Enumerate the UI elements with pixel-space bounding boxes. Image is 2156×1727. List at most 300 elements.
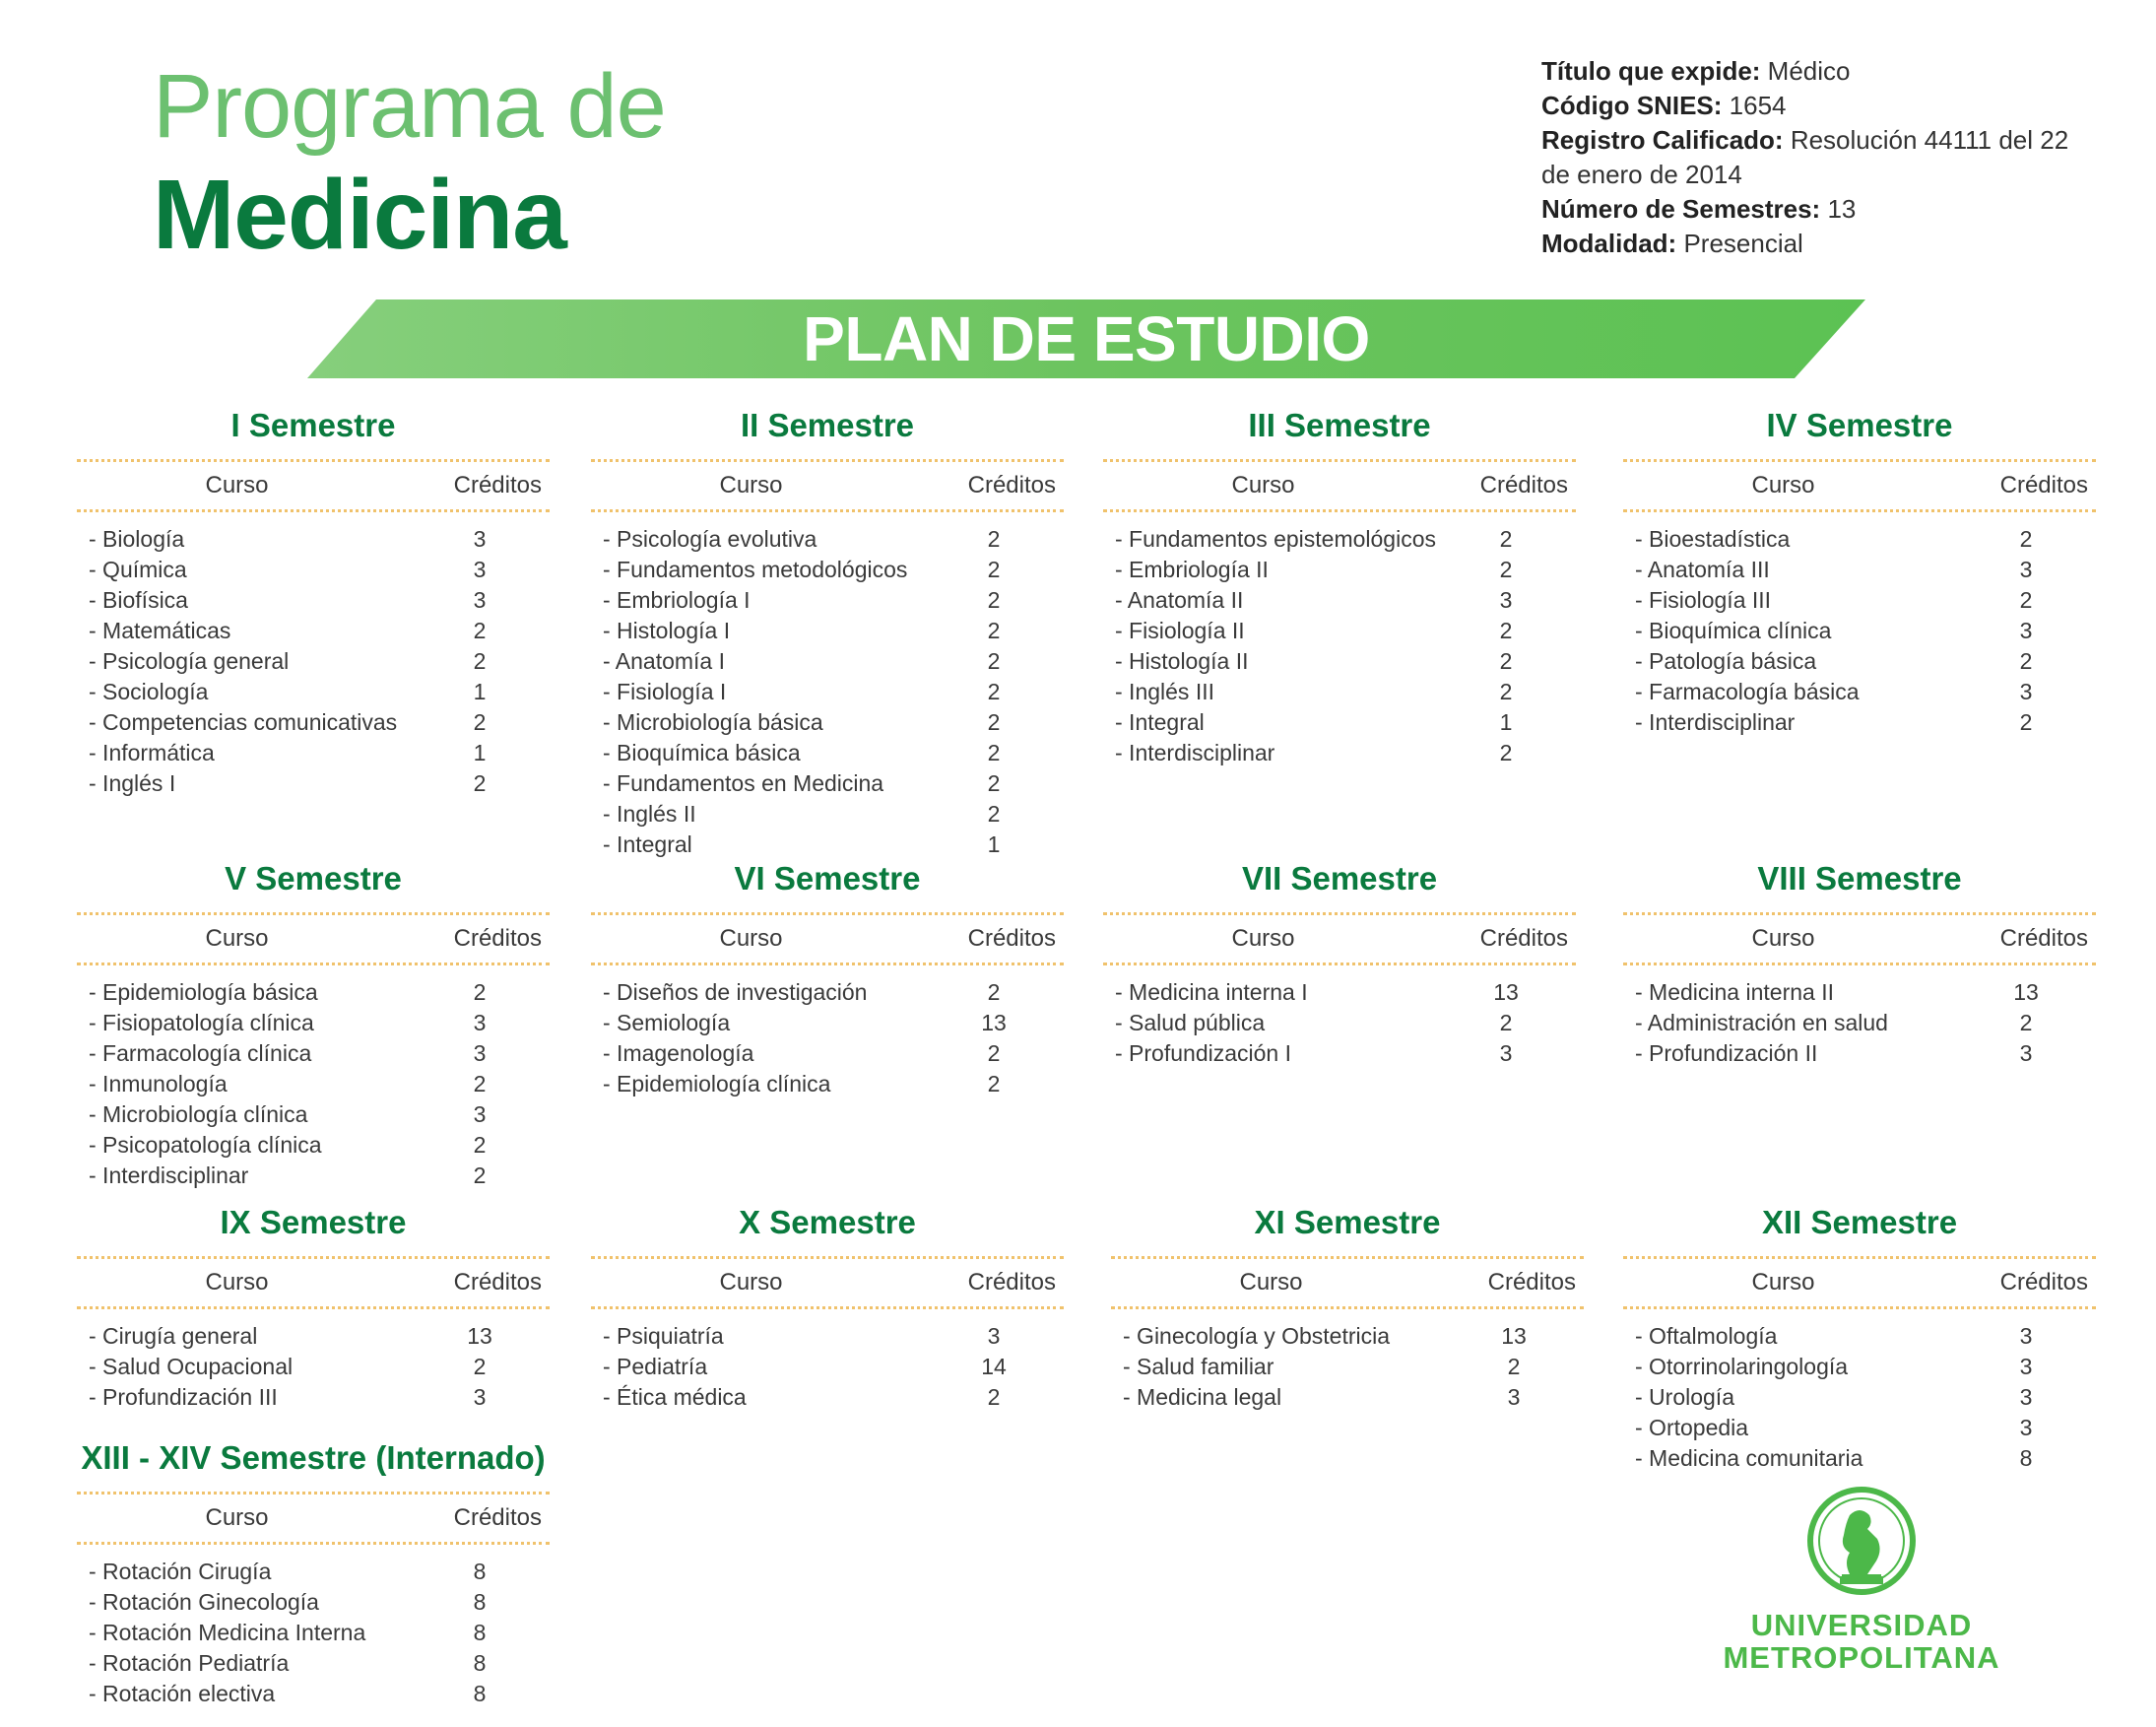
- course-credits: 3: [2019, 1354, 2033, 1379]
- course-row: [591, 977, 1064, 1008]
- semester-block: [1623, 1201, 2096, 1474]
- course-name: - Rotación Pediatría: [89, 1650, 290, 1676]
- column-header-course: Curso: [205, 925, 269, 952]
- course-list: [1111, 1321, 1584, 1413]
- program-title-line1: Programa de: [153, 56, 666, 157]
- column-header-course: Curso: [1231, 472, 1295, 498]
- semester-title: III Semestre: [1248, 407, 1431, 443]
- course-credits: 2: [1507, 1354, 1521, 1379]
- course-row: [1623, 616, 2096, 646]
- semester-block: [1111, 1201, 1584, 1413]
- course-row: [1103, 616, 1576, 646]
- course-name: - Cirugía general: [89, 1323, 258, 1349]
- course-credits: 2: [473, 648, 487, 674]
- semester-title: II Semestre: [740, 407, 915, 443]
- column-header-course: Curso: [1751, 925, 1815, 952]
- course-credits: 8: [473, 1589, 487, 1615]
- semester-block: [1103, 404, 1576, 768]
- course-row: [1103, 555, 1576, 585]
- course-row: [77, 1648, 550, 1679]
- course-name: - Farmacología básica: [1635, 679, 1860, 704]
- column-header-course: Curso: [1239, 1269, 1303, 1295]
- semester-block: [1103, 857, 1576, 1069]
- course-credits: 2: [1499, 526, 1513, 552]
- course-name: - Pediatría: [603, 1354, 708, 1379]
- course-name: - Fundamentos epistemológicos: [1115, 526, 1436, 552]
- course-row: [1103, 738, 1576, 768]
- course-row: [77, 977, 550, 1008]
- course-row: [591, 1038, 1064, 1069]
- plan-banner: [307, 299, 1865, 378]
- semester-title: XI Semestre: [1254, 1204, 1441, 1240]
- column-header-course: Curso: [1751, 1269, 1815, 1295]
- course-row: [77, 616, 550, 646]
- semester-title: VI Semestre: [734, 860, 921, 897]
- course-name: - Inmunología: [89, 1071, 228, 1096]
- column-header-course: Curso: [1231, 925, 1295, 952]
- semester-block: [591, 404, 1064, 860]
- course-name: - Profundización I: [1115, 1040, 1291, 1066]
- course-name: - Bioquímica clínica: [1635, 618, 1832, 643]
- course-list: [591, 1321, 1064, 1413]
- course-credits: 2: [987, 770, 1001, 796]
- course-credits: 3: [473, 557, 487, 582]
- course-row: [77, 1069, 550, 1099]
- column-header: [77, 1495, 550, 1542]
- column-header: [1623, 462, 2096, 509]
- course-name: - Fundamentos en Medicina: [603, 770, 884, 796]
- course-name: - Embriología I: [603, 587, 751, 613]
- course-name: - Integral: [603, 831, 692, 857]
- course-row: [1623, 585, 2096, 616]
- course-credits: 13: [1493, 979, 1519, 1005]
- course-row: [1623, 707, 2096, 738]
- course-name: - Fisiología II: [1115, 618, 1245, 643]
- column-header: [591, 462, 1064, 509]
- semester-title: I Semestre: [230, 407, 396, 443]
- column-header: [1623, 915, 2096, 963]
- column-header-course: Curso: [719, 925, 783, 952]
- course-name: - Biología: [89, 526, 185, 552]
- course-name: - Rotación Ginecología: [89, 1589, 319, 1615]
- course-credits: 2: [473, 1162, 487, 1188]
- course-credits: 3: [2019, 557, 2033, 582]
- course-row: [591, 1321, 1064, 1352]
- course-credits: 3: [1499, 1040, 1513, 1066]
- course-row: [77, 1352, 550, 1382]
- course-credits: 2: [987, 740, 1001, 765]
- course-name: - Salud Ocupacional: [89, 1354, 294, 1379]
- course-credits: 1: [473, 740, 487, 765]
- course-name: - Histología I: [603, 618, 731, 643]
- course-credits: 2: [2019, 1010, 2033, 1035]
- course-row: [591, 1352, 1064, 1382]
- course-credits: 2: [987, 648, 1001, 674]
- course-row: [1623, 1382, 2096, 1413]
- course-credits: 2: [473, 1354, 487, 1379]
- dotted-divider: [1103, 963, 1576, 965]
- course-credits: 3: [2019, 1323, 2033, 1349]
- course-credits: 2: [987, 709, 1001, 735]
- course-name: - Profundización III: [89, 1384, 278, 1410]
- program-title-line2: Medicina: [153, 160, 566, 270]
- course-credits: 3: [473, 1101, 487, 1127]
- course-credits: 2: [1499, 618, 1513, 643]
- column-header-credits: Créditos: [1999, 1269, 2088, 1295]
- course-credits: 8: [473, 1620, 487, 1645]
- course-row: [77, 1618, 550, 1648]
- semester-title: IV Semestre: [1766, 407, 1953, 443]
- course-row: [77, 1130, 550, 1161]
- course-credits: 1: [1499, 709, 1513, 735]
- course-row: [591, 616, 1064, 646]
- banner-title: PLAN DE ESTUDIO: [803, 303, 1370, 374]
- course-credits: 3: [987, 1323, 1001, 1349]
- column-header-credits: Créditos: [1999, 472, 2088, 498]
- column-header-credits: Créditos: [967, 1269, 1056, 1295]
- course-credits: 2: [2019, 587, 2033, 613]
- course-row: [77, 707, 550, 738]
- course-credits: 2: [2019, 709, 2033, 735]
- course-credits: 3: [473, 526, 487, 552]
- course-list: [1103, 977, 1576, 1069]
- course-credits: 8: [2019, 1445, 2033, 1471]
- course-name: - Anatomía III: [1635, 557, 1770, 582]
- column-header-credits: Créditos: [967, 925, 1056, 952]
- course-row: [77, 585, 550, 616]
- course-row: [591, 768, 1064, 799]
- course-name: - Otorrinolaringología: [1635, 1354, 1849, 1379]
- column-header-course: Curso: [719, 1269, 783, 1295]
- course-credits: 2: [987, 526, 1001, 552]
- course-name: - Rotación Cirugía: [89, 1559, 272, 1584]
- course-credits: 2: [473, 709, 487, 735]
- dotted-divider: [77, 963, 550, 965]
- semester-title: XIII - XIV Semestre (Internado): [81, 1439, 546, 1476]
- course-credits: 2: [987, 979, 1001, 1005]
- course-list: [1623, 977, 2096, 1069]
- course-credits: 2: [987, 618, 1001, 643]
- course-credits: 2: [987, 679, 1001, 704]
- column-header-credits: Créditos: [1479, 472, 1568, 498]
- semester-block: [77, 404, 550, 799]
- course-row: [591, 799, 1064, 830]
- course-row: [591, 1008, 1064, 1038]
- course-credits: 2: [473, 618, 487, 643]
- course-row: [77, 768, 550, 799]
- course-name: - Salud pública: [1115, 1010, 1266, 1035]
- course-row: [1623, 1413, 2096, 1443]
- course-list: [1623, 1321, 2096, 1474]
- course-row: [77, 1679, 550, 1709]
- course-name: - Informática: [89, 740, 215, 765]
- course-row: [1103, 646, 1576, 677]
- course-row: [1103, 677, 1576, 707]
- course-row: [1103, 1008, 1576, 1038]
- dotted-divider: [591, 1306, 1064, 1309]
- course-name: - Biofísica: [89, 587, 188, 613]
- course-credits: 8: [473, 1650, 487, 1676]
- semester-title: V Semestre: [225, 860, 402, 897]
- course-row: [1103, 585, 1576, 616]
- column-header-credits: Créditos: [453, 1269, 542, 1295]
- course-row: [1623, 524, 2096, 555]
- course-name: - Anatomía I: [603, 648, 726, 674]
- course-name: - Sociología: [89, 679, 209, 704]
- semester-title: X Semestre: [739, 1204, 916, 1240]
- course-row: [77, 1008, 550, 1038]
- course-row: [1623, 555, 2096, 585]
- course-name: - Administración en salud: [1635, 1010, 1888, 1035]
- dotted-divider: [77, 509, 550, 512]
- course-name: - Fisiopatología clínica: [89, 1010, 314, 1035]
- course-name: - Competencias comunicativas: [89, 709, 398, 735]
- column-header: [77, 462, 550, 509]
- course-name: - Epidemiología básica: [89, 979, 318, 1005]
- course-credits: 2: [987, 557, 1001, 582]
- course-credits: 1: [473, 679, 487, 704]
- course-credits: 1: [987, 831, 1001, 857]
- course-name: - Psicología general: [89, 648, 290, 674]
- course-name: - Diseños de investigación: [603, 979, 868, 1005]
- semester-block: [77, 857, 550, 1191]
- course-list: [1623, 524, 2096, 738]
- course-credits: 2: [473, 770, 487, 796]
- course-row: [1103, 524, 1576, 555]
- column-header-course: Curso: [719, 472, 783, 498]
- logo-text-line1: UNIVERSIDAD: [1750, 1608, 1973, 1642]
- thinker-statue-icon: [1714, 1486, 2009, 1604]
- semester-title: VII Semestre: [1241, 860, 1438, 897]
- course-row: [77, 1099, 550, 1130]
- course-row: [1623, 1038, 2096, 1069]
- course-name: - Interdisciplinar: [1635, 709, 1796, 735]
- info-modalidad: Modalidad: Presencial: [1541, 229, 1803, 258]
- dotted-divider: [1623, 963, 2096, 965]
- course-credits: 3: [2019, 618, 2033, 643]
- course-row: [591, 830, 1064, 860]
- semester-title: XII Semestre: [1761, 1204, 1958, 1240]
- course-credits: 2: [473, 979, 487, 1005]
- column-header-course: Curso: [205, 1269, 269, 1295]
- course-credits: 13: [467, 1323, 492, 1349]
- info-titulo: Título que expide: Médico: [1541, 56, 1851, 86]
- course-credits: 2: [2019, 648, 2033, 674]
- course-name: - Integral: [1115, 709, 1205, 735]
- course-credits: 2: [1499, 648, 1513, 674]
- column-header-credits: Créditos: [453, 1504, 542, 1531]
- course-credits: 2: [987, 1384, 1001, 1410]
- course-row: [1623, 1321, 2096, 1352]
- course-credits: 2: [473, 1071, 487, 1096]
- course-row: [77, 1557, 550, 1587]
- semester-title: IX Semestre: [220, 1204, 407, 1240]
- course-credits: 3: [2019, 1384, 2033, 1410]
- course-credits: 2: [1499, 557, 1513, 582]
- course-credits: 13: [1501, 1323, 1527, 1349]
- course-name: - Microbiología básica: [603, 709, 823, 735]
- dotted-divider: [591, 963, 1064, 965]
- course-credits: 2: [2019, 526, 2033, 552]
- course-credits: 2: [473, 1132, 487, 1158]
- course-credits: 3: [473, 1010, 487, 1035]
- course-name: - Anatomía II: [1115, 587, 1244, 613]
- course-name: - Psicopatología clínica: [89, 1132, 322, 1158]
- column-header: [1623, 1259, 2096, 1306]
- course-name: - Química: [89, 557, 187, 582]
- course-row: [1103, 977, 1576, 1008]
- course-name: - Oftalmología: [1635, 1323, 1778, 1349]
- course-credits: 2: [1499, 679, 1513, 704]
- course-credits: 3: [473, 1384, 487, 1410]
- column-header: [77, 1259, 550, 1306]
- course-row: [591, 738, 1064, 768]
- course-name: - Histología II: [1115, 648, 1249, 674]
- course-list: [77, 977, 550, 1191]
- course-name: - Farmacología clínica: [89, 1040, 312, 1066]
- dotted-divider: [1623, 1306, 2096, 1309]
- course-row: [77, 1038, 550, 1069]
- course-credits: 13: [2013, 979, 2039, 1005]
- course-row: [77, 1587, 550, 1618]
- course-row: [77, 1321, 550, 1352]
- course-name: - Bioestadística: [1635, 526, 1791, 552]
- semester-block: [1623, 857, 2096, 1069]
- course-name: - Fundamentos metodológicos: [603, 557, 908, 582]
- column-header: [1103, 462, 1576, 509]
- course-name: - Psiquiatría: [603, 1323, 724, 1349]
- course-row: [591, 707, 1064, 738]
- course-list: [591, 524, 1064, 860]
- info-semestres: Número de Semestres: 13: [1541, 194, 1857, 224]
- column-header-credits: Créditos: [453, 472, 542, 498]
- course-credits: 3: [1507, 1384, 1521, 1410]
- course-list: [77, 1321, 550, 1413]
- course-credits: 3: [473, 1040, 487, 1066]
- semester-block: [77, 1201, 550, 1413]
- column-header-credits: Créditos: [1479, 925, 1568, 952]
- column-header-course: Curso: [1751, 472, 1815, 498]
- course-name: - Ginecología y Obstetricia: [1123, 1323, 1391, 1349]
- dotted-divider: [1111, 1306, 1584, 1309]
- course-name: - Fisiología III: [1635, 587, 1772, 613]
- course-name: - Embriología II: [1115, 557, 1269, 582]
- dotted-divider: [77, 1306, 550, 1309]
- course-row: [1623, 677, 2096, 707]
- course-row: [77, 646, 550, 677]
- course-row: [77, 1161, 550, 1191]
- semester-block: [1623, 404, 2096, 738]
- course-row: [591, 524, 1064, 555]
- course-credits: 14: [981, 1354, 1007, 1379]
- course-name: - Medicina legal: [1123, 1384, 1282, 1410]
- program-info: [1541, 54, 2093, 261]
- course-name: - Inglés I: [89, 770, 176, 796]
- course-row: [591, 1069, 1064, 1099]
- course-row: [1623, 1443, 2096, 1474]
- semester-block: [591, 857, 1064, 1099]
- dotted-divider: [591, 509, 1064, 512]
- course-credits: 2: [1499, 740, 1513, 765]
- course-row: [1623, 977, 2096, 1008]
- course-name: - Matemáticas: [89, 618, 231, 643]
- course-credits: 3: [2019, 1040, 2033, 1066]
- course-row: [591, 677, 1064, 707]
- course-credits: 2: [1499, 1010, 1513, 1035]
- course-name: - Rotación Medicina Interna: [89, 1620, 366, 1645]
- university-logo: [1714, 1486, 2009, 1674]
- column-header-credits: Créditos: [1999, 925, 2088, 952]
- dotted-divider: [1623, 509, 2096, 512]
- info-snies: Código SNIES: 1654: [1541, 91, 1787, 120]
- course-name: - Medicina interna I: [1115, 979, 1308, 1005]
- course-credits: 3: [473, 587, 487, 613]
- course-row: [591, 646, 1064, 677]
- column-header-course: Curso: [205, 472, 269, 498]
- course-row: [77, 555, 550, 585]
- semester-block: [591, 1201, 1064, 1413]
- course-row: [77, 1382, 550, 1413]
- course-row: [77, 738, 550, 768]
- course-row: [591, 1382, 1064, 1413]
- course-row: [77, 677, 550, 707]
- dotted-divider: [77, 1542, 550, 1545]
- course-name: - Ortopedia: [1635, 1415, 1749, 1440]
- course-row: [1623, 1008, 2096, 1038]
- course-name: - Semiología: [603, 1010, 731, 1035]
- course-list: [77, 1557, 550, 1709]
- semester-title: VIII Semestre: [1757, 860, 1962, 897]
- course-name: - Bioquímica básica: [603, 740, 801, 765]
- logo-text-line2: METROPOLITANA: [1723, 1640, 2000, 1675]
- column-header-credits: Créditos: [967, 472, 1056, 498]
- course-name: - Profundización II: [1635, 1040, 1818, 1066]
- course-name: - Interdisciplinar: [1115, 740, 1275, 765]
- column-header: [591, 1259, 1064, 1306]
- course-name: - Ética médica: [603, 1384, 747, 1410]
- column-header: [1103, 915, 1576, 963]
- course-list: [1103, 524, 1576, 768]
- course-row: [1103, 1038, 1576, 1069]
- course-row: [591, 555, 1064, 585]
- course-name: - Interdisciplinar: [89, 1162, 249, 1188]
- course-name: - Rotación electiva: [89, 1681, 276, 1706]
- course-name: - Patología básica: [1635, 648, 1817, 674]
- column-header-credits: Créditos: [453, 925, 542, 952]
- column-header-credits: Créditos: [1487, 1269, 1576, 1295]
- course-row: [1103, 707, 1576, 738]
- dotted-divider: [1103, 509, 1576, 512]
- course-row: [1623, 646, 2096, 677]
- course-row: [1111, 1382, 1584, 1413]
- semester-block: [77, 1436, 550, 1709]
- column-header: [591, 915, 1064, 963]
- course-credits: 8: [473, 1559, 487, 1584]
- course-name: - Microbiología clínica: [89, 1101, 308, 1127]
- course-name: - Medicina interna II: [1635, 979, 1834, 1005]
- course-credits: 2: [987, 1040, 1001, 1066]
- course-row: [1111, 1352, 1584, 1382]
- column-header-course: Curso: [205, 1504, 269, 1531]
- course-credits: 3: [1499, 587, 1513, 613]
- course-credits: 13: [981, 1010, 1007, 1035]
- course-name: - Salud familiar: [1123, 1354, 1274, 1379]
- course-row: [591, 585, 1064, 616]
- course-credits: 3: [2019, 1415, 2033, 1440]
- course-list: [77, 524, 550, 799]
- course-name: - Inglés II: [603, 801, 696, 827]
- course-list: [591, 977, 1064, 1099]
